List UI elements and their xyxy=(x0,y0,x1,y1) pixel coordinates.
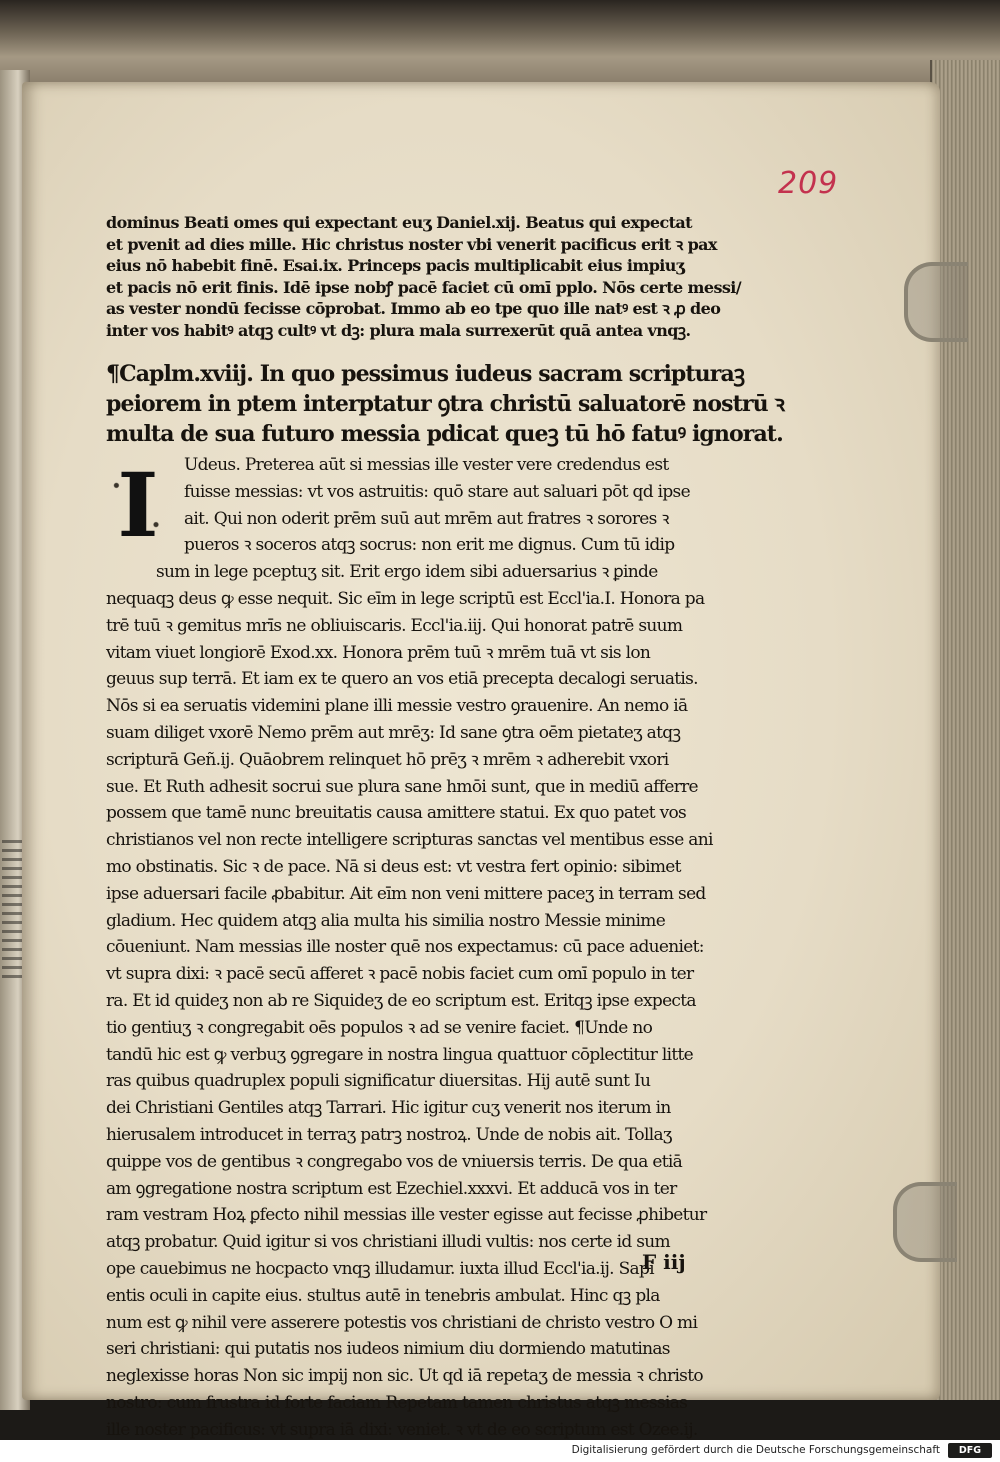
text-line: tandū hic est ꝙ verbuʒ ꝯgregare in nostra lingua quattuor cōplectitur litte xyxy=(106,1044,693,1065)
text-line: eius nō habebit finē. Esai.ix. Princeps pacis multiplicabit eius impiuʒ xyxy=(106,256,685,275)
top-paragraph xyxy=(106,212,778,341)
text-line: atqꝫ probatur. Quid igitur si vos christiani illudi vultis: nos certe id sum xyxy=(106,1232,670,1253)
text-line: scripturā Geñ.ij. Quāobrem relinquet hō prēʒ ꝛ mrēm ꝛ adherebit vxori xyxy=(106,749,669,770)
text-line: dominus Beati omes qui expectant euʒ Daniel.xij. Beatus qui expectat xyxy=(106,213,692,232)
text-line: et pvenit ad dies mille. Hic christus noster vbi venerit pacificus erit ꝛ pax xyxy=(106,234,717,254)
text-line: am ꝯgregatione nostra scriptum est Ezechiel.xxxvi. Et adducā vos in ter xyxy=(106,1178,677,1199)
book-top-edge xyxy=(0,0,1000,95)
text-line: seri christiani: qui putatis nos iudeos nimium diu dormiendo matutinas xyxy=(106,1339,670,1360)
decorated-initial: I xyxy=(102,456,174,554)
text-line: vt supra dixi: ꝛ pacē secū afferet ꝛ pacē nobis faciet cum omī populo in ter xyxy=(106,964,694,985)
heading-line: peiorem in ptem interptatur ꝯtra christū saluatorē nostrū ꝛ xyxy=(106,391,784,417)
text-line: nequaqꝫ deus ꝙ esse nequit. Sic eīm in lege scriptū est Eccl'ia.I. Honora pa xyxy=(106,588,705,609)
text-line: sum in lege pceptuʒ sit. Erit ergo idem sibi aduersarius ꝛ ꝑinde xyxy=(156,562,658,583)
text-line: ras quibus quadruplex populi significatur diuersitas. Hij autē sunt Iu xyxy=(106,1071,651,1092)
text-line: dei Christiani Gentiles atqꝫ Tarrari. Hic igitur cuʒ venerit nos iterum in xyxy=(106,1098,671,1119)
text-line: entis oculi in capite eius. stultus autē in tenebris ambulat. Hinc qꝫ pla xyxy=(106,1285,660,1306)
folio-number: 209 xyxy=(778,166,839,201)
text-line: ait. Qui non oderit prēm suū aut mrēm aut fratres ꝛ sorores ꝛ xyxy=(184,508,669,529)
heading-line: multa de sua futuro messia pdicat queꝫ tū hō fatuꝰ ignorat. xyxy=(106,421,783,447)
chapter-body xyxy=(106,452,778,1443)
heading-line: ¶Caplm.xviij. In quo pessimus iudeus sacram scripturaꝫ xyxy=(106,361,745,387)
text-line: mo obstinatis. Sic ꝛ de pace. Nā si deus est: vt vestra fert opinio: sibimet xyxy=(106,856,681,877)
text-line: gladium. Hec quidem atqꝫ alia multa his similia nostro Messie minime xyxy=(106,910,666,931)
page-clip-top xyxy=(904,262,968,342)
text-line: fuisse messias: vt vos astruitis: quō stare aut saluari pōt qd ipse xyxy=(184,481,690,502)
text-line: Udeus. Preterea aūt si messias ille vester vere credendus est xyxy=(184,455,669,475)
text-line: nostro: cum frustra id forte faciam Repetam tamen christus atqꝫ messias xyxy=(106,1392,688,1413)
text-line: inter vos habitꝰ atqꝫ cultꝰ vt dꝫ: plura mala surrexerūt quā antea vnqꝫ. xyxy=(106,320,691,340)
text-line: ille noster pacificus: vt supra iā dixi: veniet. ꝛ vt de eo scriptum est Ozee.ij. xyxy=(106,1419,698,1440)
text-line: cōueniunt. Nam messias ille noster quē nos expectamus: cū pace adueniet: xyxy=(106,937,704,958)
text-line: vitam viuet longiorē Exod.xx. Honora prēm tuū ꝛ mrēm tuā vt sis lon xyxy=(106,642,651,663)
signature-mark: F iij xyxy=(642,1250,686,1274)
text-line: possem que tamē nunc breuitatis causa amittere statui. Ex quo patet vos xyxy=(106,803,687,824)
text-line: quippe vos de gentibus ꝛ congregabo vos de vniuersis terris. De qua etiā xyxy=(106,1151,683,1172)
text-line: as vester nondū fecisse cōprobat. Immo ab eo tpe quo ille natꝰ est ꝛ ꝓ deo xyxy=(106,299,721,318)
text-line: tio gentiuʒ ꝛ congregabit oēs populos ꝛ ad se venire faciet. ¶Unde no xyxy=(106,1017,653,1038)
funding-credit: Digitalisierung gefördert durch die Deutsche Forschungsgemeinschaft xyxy=(571,1444,940,1456)
footer-bar xyxy=(0,1440,1000,1462)
dfg-logo: DFG xyxy=(948,1443,992,1458)
text-line: ra. Et id quideʒ non ab re Siquideʒ de eo scriptum est. Eritqꝫ ipse expecta xyxy=(106,990,696,1011)
text-line: christianos vel non recte intelligere scripturas sanctas vel mentibus esse ani xyxy=(106,830,713,851)
text-line: pueros ꝛ soceros atqꝫ socrus: non erit me dignus. Cum tū idip xyxy=(184,535,675,556)
text-line: sue. Et Ruth adhesit socrui sue plura sane hmōi sunt, que in mediū afferre xyxy=(106,776,698,797)
text-line: et pacis nō erit finis. Idē ipse nobꝭ pacē faciet cū omī pplo. Nōs certe messi/ xyxy=(106,277,741,297)
chapter-heading xyxy=(106,359,784,449)
text-line: suam diliget vxorē Nemo prēm aut mrēʒ: Id sane ꝯtra oēm pietateʒ atqꝫ xyxy=(106,722,681,743)
page-clip-bottom xyxy=(893,1182,957,1262)
text-line: ope cauebimus ne hocpacto vnqꝫ illudamur. iuxta illud Eccl'ia.ij. Sapi xyxy=(106,1258,654,1279)
text-line: Nōs si ea seruatis videmini plane illi messie vestro ꝯrauenire. An nemo iā xyxy=(106,696,688,717)
text-line: neglexisse horas Non sic impij non sic. Ut qd iā repetaʒ de messia ꝛ christo xyxy=(106,1366,703,1387)
text-line: num est ꝙ nihil vere asserere potestis vos christiani de christo vestro O mi xyxy=(106,1312,698,1333)
text-line: ram vestram Hoꝝ ꝑfecto nihil messias ille vester egisse aut fecisse ꝓhibetur xyxy=(106,1205,707,1226)
text-line: hierusalem introducet in terraʒ patrꝫ nostroꝝ. Unde de nobis ait. Tollaʒ xyxy=(106,1124,672,1145)
text-line: trē tuū ꝛ gemitus mrīs ne obliuiscaris. Eccl'ia.iij. Qui honorat patrē suum xyxy=(106,615,683,636)
text-line: geuus sup terrā. Et iam ex te quero an vos etiā precepta decalogi seruatis. xyxy=(106,669,698,690)
text-line: ipse aduersari facile ꝓbabitur. Ait eīm non veni mittere paceʒ in terram sed xyxy=(106,883,706,904)
